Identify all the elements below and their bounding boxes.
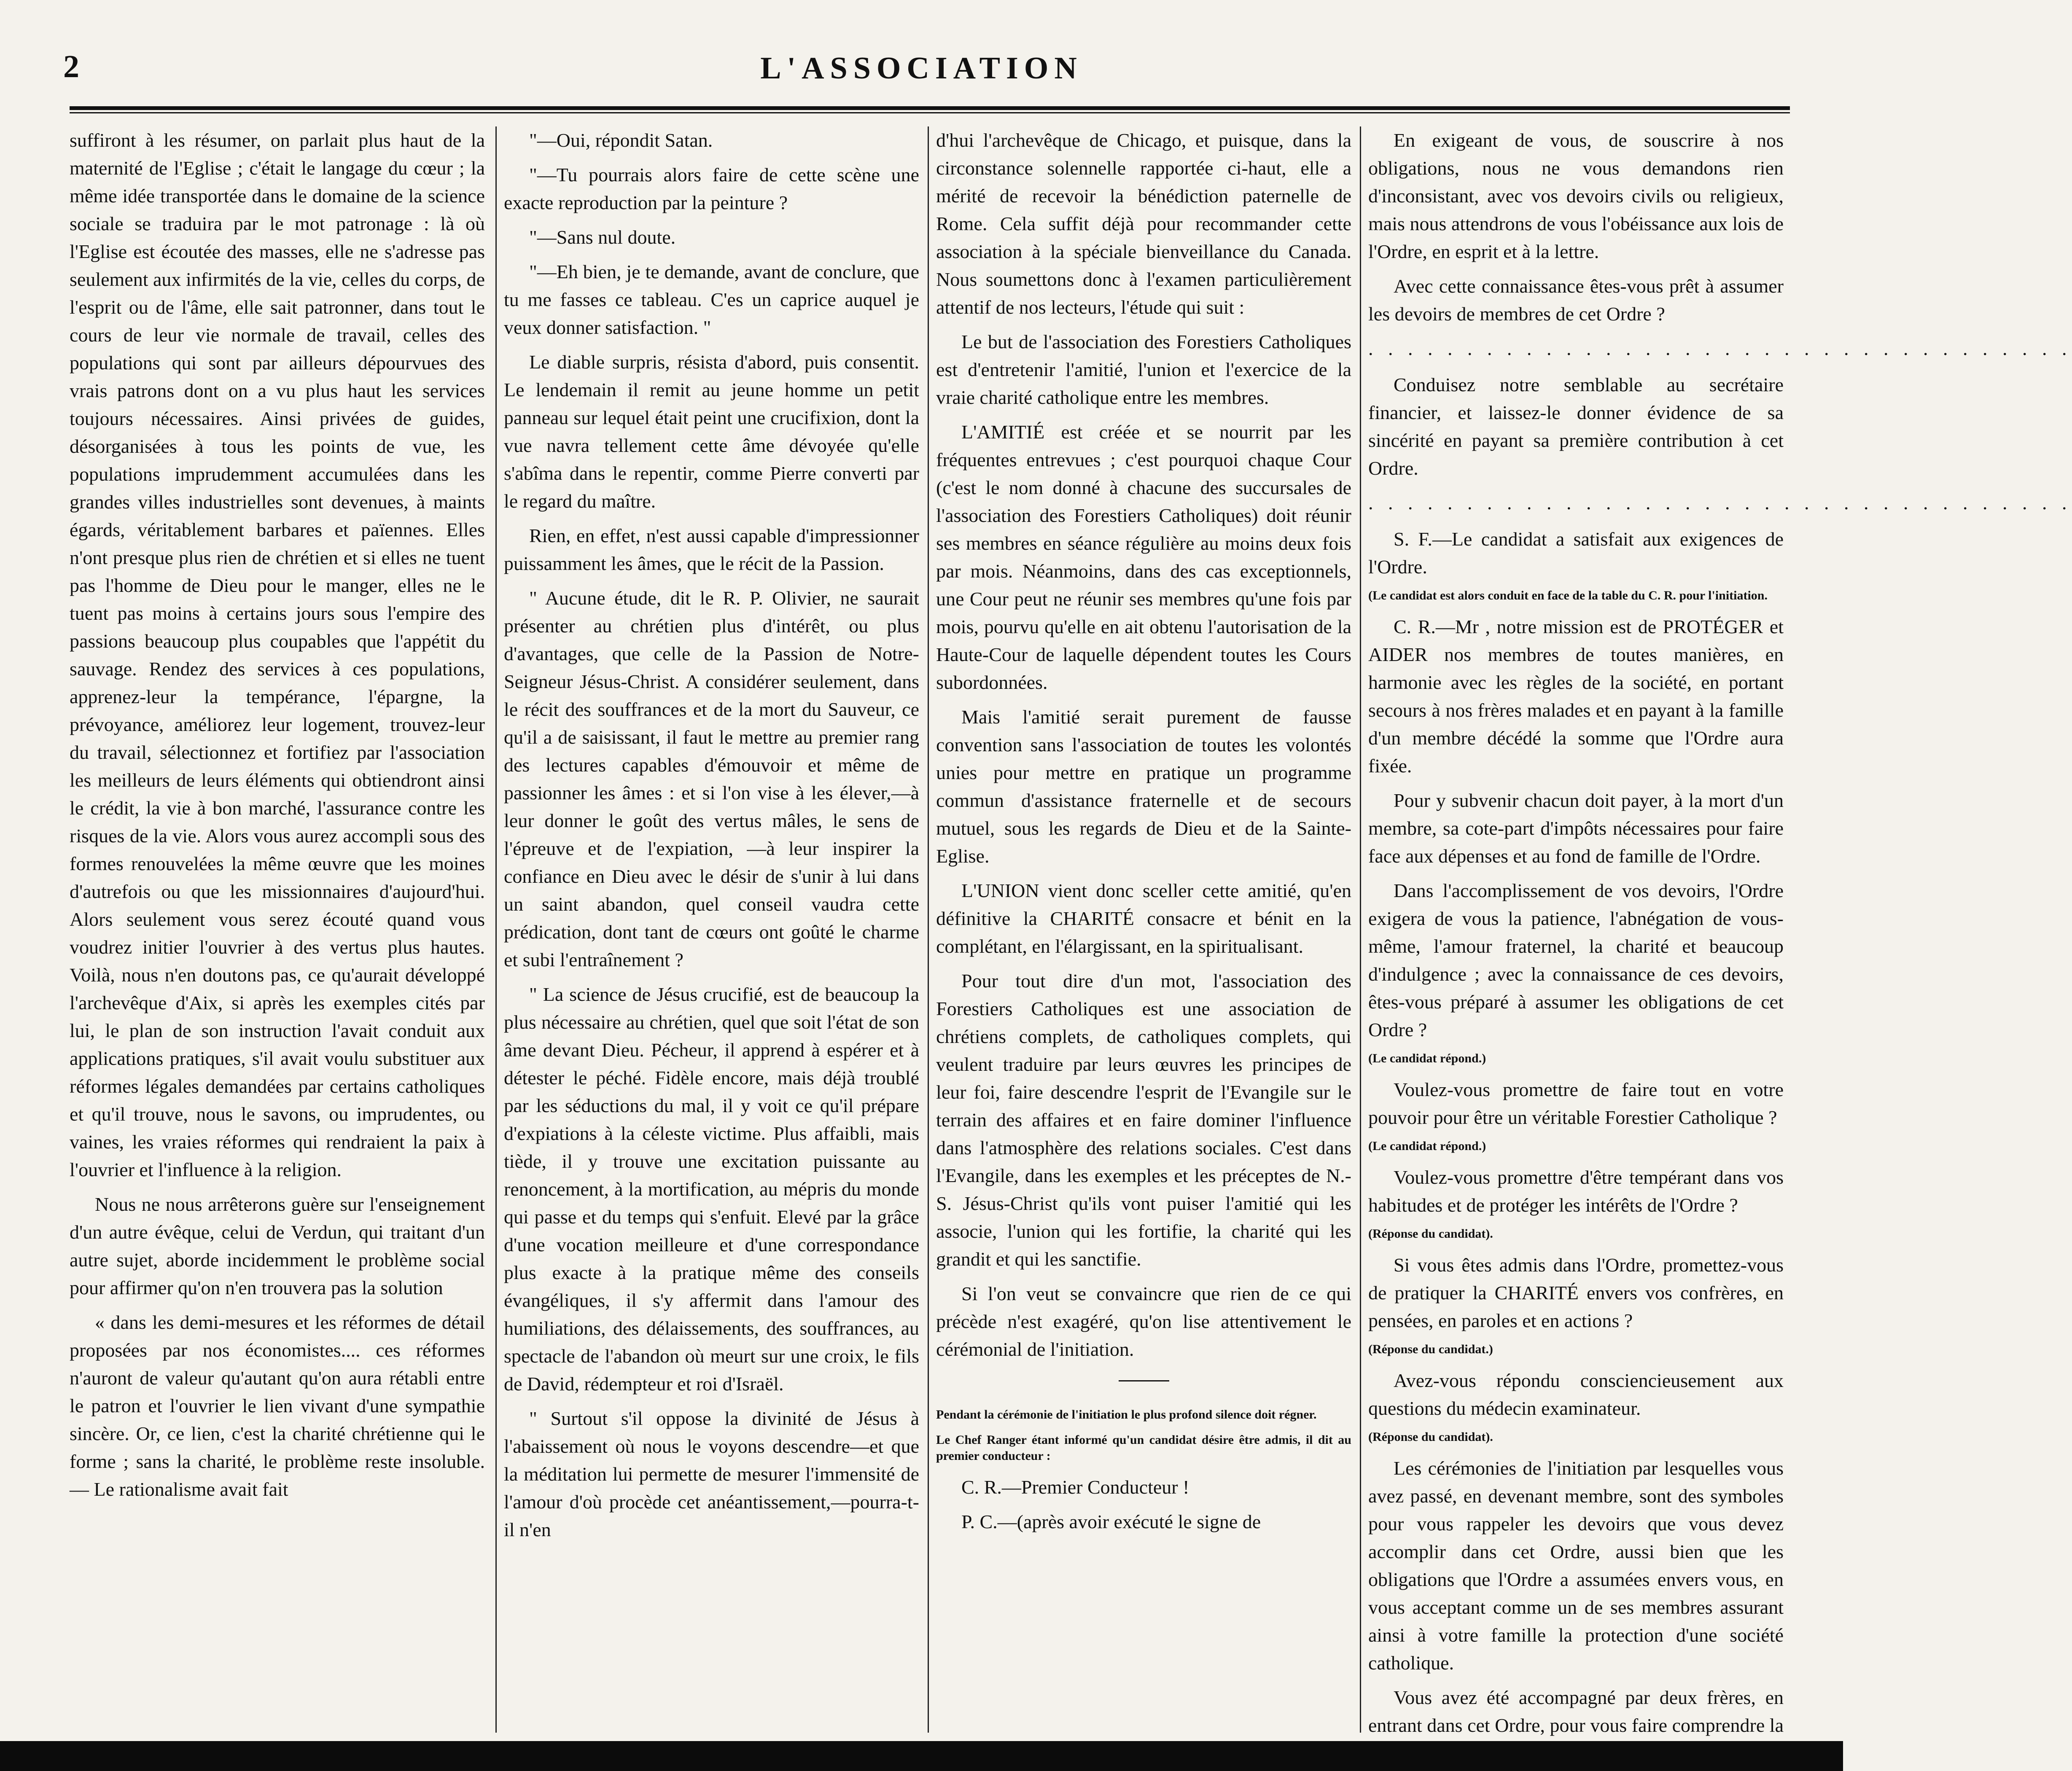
paragraph: Si l'on veut se convaincre que rien de ce qui précède n'est exagéré, qu'on lise attentivement le cérémonial de l'initiation. (936, 1283, 1351, 1360)
page-number: 2 (63, 49, 79, 84)
column-4 (1368, 126, 2072, 1736)
dialogue-line: "—Tu pourrais alors faire de cette scène une exacte reproduction par la peinture ? (504, 164, 919, 213)
dotted-separator: . . . . . . . . . . . . . . . . . . . . . . . . . . . . . . . . . . . . (1368, 492, 2072, 513)
stage-direction: (Réponse du candidat). (1368, 1430, 1493, 1444)
article-columns (70, 126, 2072, 1736)
stage-direction: Pendant la cérémonie de l'initiation le plus profond silence doit régner. (936, 1408, 1317, 1422)
column-divider (928, 126, 929, 1733)
stage-direction: (Réponse du candidat.) (1368, 1342, 1493, 1356)
paragraph: Voulez-vous promettre de faire tout en votre pouvoir pour être un véritable Forestier Catholique ? (1368, 1079, 1784, 1128)
paragraph: Nous ne nous arrêterons guère sur l'enseignement d'un autre évêque, celui de Verdun, qui traitant d'un autre sujet, aborde incidemment le problème social pour affirmer qu'on n'en trouvera pas la solution (70, 1193, 485, 1298)
paragraph: d'hui l'archevêque de Chicago, et puisque, dans la circonstance solennelle rapportée ci-haut, elle a mérité de recevoir la bénédiction paternelle de Rome. Cela suffit déjà pour recommander cette association à la spéciale bienveillance du Canada. Nous soumettons donc à l'examen particulièrement attentif de nos lecteurs, l'étude qui suit : (936, 129, 1351, 318)
dialogue-line: P. C.—(après avoir exécuté le signe de (961, 1511, 1261, 1532)
paragraph: Mais l'amitié serait purement de fausse convention sans l'association de toutes les volontés unies pour mettre en pratique un programme commun d'assistance fraternelle et de secours mutuel, sous les regards de Dieu et de la Sainte-Eglise. (936, 706, 1351, 867)
dialogue-line: "—Sans nul doute. (529, 226, 676, 248)
scan-bottom-edge (0, 1741, 1843, 1771)
header-rule (70, 106, 1790, 110)
newspaper-title: L'ASSOCIATION (760, 51, 1083, 86)
stage-direction: (Le candidat est alors conduit en face de la table du C. R. pour l'initiation. (1368, 589, 1768, 602)
column-2 (504, 126, 919, 1733)
paragraph: suffiront à les résumer, on parlait plus haut de la maternité de l'Eglise ; c'était le langage du cœur ; la même idée transportée dans le domaine de la science sociale se traduira par le mot patronage : là où l'Eglise est écoutée des masses, elle ne s'adresse pas seulement aux infirmités de la vie, celles du corps, de l'esprit ou de l'âme, elle sait patronner, dans tout le cours de leur vie normale de travail, celles des populations qui sont par ailleurs dépourvues des vrais patrons dont on a vu plus haut les services toujours nécessaires. Ainsi privées de guides, désorganisées à tous les points de vue, les populations imprudemment accumulées dans les grandes villes industrielles sont devenues, à maints égards, véritablement barbares et païennes. Elles n'ont presque plus rien de chrétien et si elles ne tuent pas l'homme de Dieu pour le manger, elles ne le tuent pas moins à certains jours sous l'empire des passions beaucoup plus coupables que l'appétit du sauvage. Rendez des services à ces populations, apprenez-leur la tempérance, l'épargne, la prévoyance, améliorez leur logement, trouvez-leur du travail, sélectionnez et fortifiez par l'association les meilleurs de leurs éléments qui obtiendront ainsi le crédit, la vie à bon marché, l'assurance contre les risques de la vie. Alors vous aurez accompli sous des formes renouvelées la même œuvre que les moines d'autrefois ou que les missionnaires d'aujourd'hui. Alors seulement vous serez écouté quand vous voudrez initier l'ouvrier à des vertus plus hautes. Voilà, nous n'en doutons pas, ce qu'aurait développé l'archevêque d'Aix, si après les exemples cités par lui, le plan de son instruction l'avait conduit aux applications pratiques, s'il avait voulu substituer aux réformes légales demandées par certains catholiques et qu'il trouve, nous le savons, ou imprudentes, ou vaines, les vraies réformes qui rendraient la paix à l'ouvrier et l'influence à la religion. (70, 129, 485, 1180)
column-1 (70, 126, 485, 1733)
paragraph: Les cérémonies de l'initiation par lesquelles vous avez passé, en devenant membre, sont des symboles pour vous rappeler les devoirs que vous devez accomplir dans cet Ordre, aussi bien que les obligations que l'Ordre a assumées envers vous, en vous acceptant comme un de ses membres assurant ainsi à votre famille la protection d'une société catholique. (1368, 1457, 1784, 1674)
paragraph: Vous avez été accompagné par deux frères, en entrant dans cet Ordre, pour vous faire comprendre la (1368, 1687, 1784, 1736)
quote-paragraph: « dans les demi-mesures et les réformes de détail proposées par nos économistes.... ces réformes n'auront de valeur qu'autant qu'on aura rétabli entre le patron et l'ouvrier le lien vivant d'une sympathie sincère. Or, ce lien, c'est la charité chrétienne qui le forme ; sans la charité, le problème reste insoluble. — Le rationalisme avait fait (70, 1311, 485, 1500)
stage-direction: (Le candidat répond.) (1368, 1139, 1486, 1153)
dotted-separator: . . . . . . . . . . . . . . . . . . . . . . . . . . . . . . . . . . . . (1368, 338, 2072, 359)
paragraph: Dans l'accomplissement de vos devoirs, l'Ordre exigera de vous la patience, l'abnégation de vous-même, l'amour fraternel, la charité et beaucoup d'indulgence ; avec la connaissance de ces devoirs, êtes-vous préparé à assumer les obligations de cet Ordre ? (1368, 880, 1784, 1040)
paragraph: Pour y subvenir chacun doit payer, à la mort d'un membre, sa cote-part d'impôts nécessaires pour faire face aux dépenses et au fond de famille de l'Ordre. (1368, 790, 1784, 867)
paragraph: En exigeant de vous, de souscrire à nos obligations, nous ne vous demandons rien d'inconsistant, avec vos devoirs civils ou religieux, mais nous attendrons de vous l'obéissance aux lois de l'Ordre, en esprit et à la lettre. (1368, 129, 1784, 262)
paragraph: Conduisez notre semblable au secrétaire financier, et laissez-le donner évidence de sa sincérité en payant sa première contribution à cet Ordre. (1368, 374, 1784, 479)
paragraph: Avez-vous répondu consciencieusement aux questions du médecin examinateur. (1368, 1370, 1784, 1419)
quote-paragraph: " Surtout s'il oppose la divinité de Jésus à l'abaissement où nous le voyons descendre—et que la méditation lui permette de mesurer l'immensité de l'amour d'où procède cet anéantissement,—pourra-t-il n'en (504, 1408, 919, 1540)
column-divider (1360, 126, 1361, 1733)
dialogue-line: "—Oui, répondit Satan. (529, 129, 713, 151)
stage-direction: (Le candidat répond.) (1368, 1051, 1486, 1065)
dialogue-line: C. R.—Mr , notre mission est de PROTÉGER et AIDER nos membres de toutes manières, en harmonie avec les règles de la société, en portant secours à nos frères malades et en payant à la famille d'un membre décédé la somme que l'Ordre aura fixée. (1368, 616, 1784, 777)
paragraph: Voulez-vous promettre d'être tempérant dans vos habitudes et de protéger les intérêts de l'Ordre ? (1368, 1166, 1784, 1216)
quote-paragraph: " La science de Jésus crucifié, est de beaucoup la plus nécessaire au chrétien, quel que soit l'état de son âme devant Dieu. Pécheur, il apprend à espérer et à détester le péché. Fidèle encore, mais déjà troublé par les séductions du mal, il y voit ce qu'il prépare d'expiations à la céleste victime. Plus affaibli, mais tiède, il y trouve une excitation puissante au renoncement, à la mortification, au mépris du monde qui passe et du temps qui s'enfuit. Elevé par la grâce d'une vocation meilleure et d'une correspondance plus exacte à la pratique même des conseils évangéliques, il s'y affermit dans l'amour des humiliations, des délaissements, des souffrances, au spectacle de l'abandon où meurt sur une croix, le fils de David, rédempteur et roi d'Israël. (504, 984, 919, 1395)
masthead (0, 0, 1843, 110)
dialogue-line: "—Eh bien, je te demande, avant de conclure, que tu me fasses ce tableau. C'es un caprice auquel je veux donner satisfaction. " (504, 261, 919, 338)
column-divider (495, 126, 497, 1733)
paragraph: Si vous êtes admis dans l'Ordre, promettez-vous de pratiquer la CHARITÉ envers vos confrères, en pensées, en paroles et en actions ? (1368, 1254, 1784, 1331)
section-separator (1119, 1380, 1169, 1381)
stage-direction: Le Chef Ranger étant informé qu'un candidat désire être admis, il dit au premier conducteur : (936, 1433, 1351, 1463)
paragraph: L'UNION vient donc sceller cette amitié, qu'en définitive la CHARITÉ consacre et bénit en la complétant, en l'élargissant, en la spiritualisant. (936, 880, 1351, 957)
paragraph: Le diable surpris, résista d'abord, puis consentit. Le lendemain il remit au jeune homme un petit panneau sur lequel était peint une crucifixion, dont la vue navra tellement cette âme dévoyée qu'elle s'abîma dans le repentir, comme Pierre converti par le regard du maître. (504, 351, 919, 512)
stage-direction: (Réponse du candidat). (1368, 1227, 1493, 1241)
paragraph: Pour tout dire d'un mot, l'association des Forestiers Catholiques est une association de chrétiens complets, de catholiques complets, qui veulent traduire par leurs œuvres les principes de leur foi, faire descendre l'esprit de l'Evangile sur le terrain des affaires et en faire dominer l'influence dans l'atmosphère des relations sociales. C'est dans l'Evangile, dans les exemples et les préceptes de N.-S. Jésus-Christ qu'ils vont puiser l'amitié qui les associe, l'union qui les fortifie, la charité qui les grandit et qui les sanctifie. (936, 970, 1351, 1270)
paragraph: Rien, en effet, n'est aussi capable d'impressionner puissamment les âmes, que le récit de la Passion. (504, 525, 919, 574)
header-rule-thin (70, 112, 1790, 113)
dialogue-line: C. R.—Premier Conducteur ! (961, 1476, 1189, 1498)
paragraph: L'AMITIÉ est créée et se nourrit par les fréquentes entrevues ; c'est pourquoi chaque Cour (c'est le nom donné à chacune des succursales de l'association des Forestiers Catholiques) doit réunir ses membres en séance régulière au moins deux fois par mois. Néanmoins, dans des cas exceptionnels, une Cour peut ne réunir ses membres qu'une fois par mois, pourvu qu'elle en ait obtenu l'autorisation de la Haute-Cour de laquelle dépendent toutes les Cours subordonnées. (936, 421, 1351, 693)
paragraph: Le but de l'association des Forestiers Catholiques est d'entretenir l'amitié, l'union et l'exercice de la vraie charité catholique entre les membres. (936, 331, 1351, 408)
dialogue-line: S. F.—Le candidat a satisfait aux exigences de l'Ordre. (1368, 528, 1784, 578)
column-3 (936, 126, 1351, 1733)
paragraph: Avec cette connaissance êtes-vous prêt à assumer les devoirs de membres de cet Ordre ? (1368, 275, 1784, 325)
quote-paragraph: " Aucune étude, dit le R. P. Olivier, ne saurait présenter au chrétien plus d'intérêt, ou plus d'avantages, que celle de la Passion de Notre-Seigneur Jésus-Christ. A considérer seulement, dans le récit des souffrances et de la mort du Sauveur, ce qu'il a de saisissant, il faut le mettre au premier rang des lectures capables d'émouvoir et même de passionner les âmes : et si l'on vise à les élever,—à leur donner le goût des vertus mâles, le sens de l'épreuve et de l'expiation, —à leur inspirer la confiance en Dieu avec le désir de s'unir à lui dans un saint abandon, quel conseil vaudra cette prédication, dont tant de cœurs ont goûté le charme et subi l'entraînement ? (504, 587, 919, 970)
